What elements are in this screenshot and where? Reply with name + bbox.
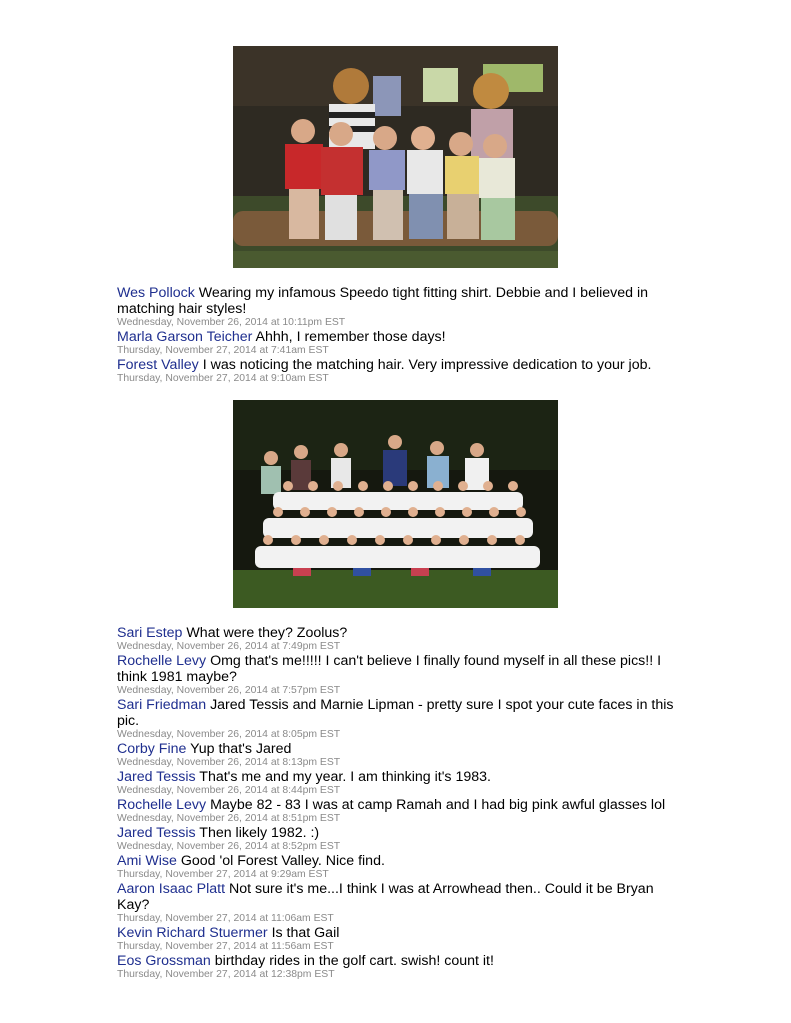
comment-timestamp: Wednesday, November 26, 2014 at 7:57pm EST [117, 685, 341, 696]
comment-timestamp: Wednesday, November 26, 2014 at 8:13pm EST [117, 757, 341, 768]
comment-body [117, 953, 677, 969]
comment-text: I was noticing the matching hair. Very impressive dedication to your job. [202, 357, 652, 373]
comment-text: Omg that's me!!!!! I can't believe I finally found myself in all these pics!! I think 1981 maybe? [117, 653, 662, 685]
group-photo-1 [233, 46, 558, 268]
comment [117, 741, 677, 769]
comment-author-link[interactable]: Eos Grossman [117, 953, 211, 969]
comment-text: Then likely 1982. :) [199, 825, 320, 841]
comment [117, 769, 677, 797]
comment-body [117, 329, 677, 345]
comment [117, 625, 677, 653]
comment-body [117, 741, 677, 757]
comment-body [117, 625, 677, 641]
comment-text: Good 'ol Forest Valley. Nice find. [180, 853, 385, 869]
comment-author-link[interactable]: Rochelle Levy [117, 797, 207, 813]
comment-timestamp: Wednesday, November 26, 2014 at 10:11pm EST [117, 317, 346, 328]
comment-text: That's me and my year. I am thinking it's 1983. [199, 769, 491, 785]
comment [117, 853, 677, 881]
comment-body [117, 285, 677, 317]
group-photo-2 [233, 400, 558, 608]
comment-text: Jared Tessis and Marnie Lipman - pretty sure I spot your cute faces in this pic. [117, 697, 674, 729]
comment-author-link[interactable]: Marla Garson Teicher [117, 329, 253, 345]
comment-body [117, 357, 677, 373]
comment-timestamp: Thursday, November 27, 2014 at 12:38pm EST [117, 969, 335, 980]
comment-timestamp: Thursday, November 27, 2014 at 7:41am EST [117, 345, 329, 356]
comment-text: Yup that's Jared [190, 741, 292, 757]
comment-author-link[interactable]: Ami Wise [117, 853, 177, 869]
group-photo-camp-class-icon [233, 400, 558, 608]
comment-body [117, 825, 677, 841]
comment-author-link[interactable]: Sari Friedman [117, 697, 207, 713]
comment-author-link[interactable]: Forest Valley [117, 357, 199, 373]
comment-timestamp: Thursday, November 27, 2014 at 11:06am EST [117, 913, 334, 924]
comment-author-link[interactable]: Corby Fine [117, 741, 187, 757]
comment [117, 881, 677, 925]
comment-author-link[interactable]: Aaron Isaac Platt [117, 881, 226, 897]
comment [117, 653, 677, 697]
comment-text: Not sure it's me...I think I was at Arrowhead then.. Could it be Bryan Kay? [117, 881, 654, 913]
comment-author-link[interactable]: Kevin Richard Stuermer [117, 925, 268, 941]
comment-text: Wearing my infamous Speedo tight fitting shirt. Debbie and I believed in matching hair styles! [117, 285, 649, 317]
comment-timestamp: Wednesday, November 26, 2014 at 7:49pm EST [117, 641, 341, 652]
comment-timestamp: Thursday, November 27, 2014 at 9:29am EST [117, 869, 329, 880]
comment-text: birthday rides in the golf cart. swish! count it! [214, 953, 494, 969]
comment-timestamp: Wednesday, November 26, 2014 at 8:51pm EST [117, 813, 341, 824]
comment-body [117, 769, 677, 785]
comment-author-link[interactable]: Jared Tessis [117, 769, 196, 785]
comment-timestamp: Thursday, November 27, 2014 at 9:10am EST [117, 373, 329, 384]
comment-body [117, 881, 677, 913]
comment [117, 697, 677, 741]
comment-body [117, 697, 677, 729]
comment-author-link[interactable]: Rochelle Levy [117, 653, 207, 669]
comment-author-link[interactable]: Jared Tessis [117, 825, 196, 841]
comment [117, 285, 677, 329]
comment [117, 357, 677, 385]
comment [117, 797, 677, 825]
comment-text: Ahhh, I remember those days! [255, 329, 446, 345]
comment [117, 825, 677, 853]
comment-body [117, 797, 677, 813]
comment-timestamp: Wednesday, November 26, 2014 at 8:05pm EST [117, 729, 341, 740]
comment-text: What were they? Zoolus? [186, 625, 348, 641]
group-photo-counselors-and-boys-icon [233, 46, 558, 268]
comment-timestamp: Wednesday, November 26, 2014 at 8:52pm EST [117, 841, 341, 852]
comment-body [117, 853, 677, 869]
comment-thread-2 [117, 625, 677, 981]
comment-body [117, 653, 677, 685]
comment-timestamp: Thursday, November 27, 2014 at 11:56am EST [117, 941, 334, 952]
comment-text: Is that Gail [271, 925, 340, 941]
comment-body [117, 925, 677, 941]
comment-author-link[interactable]: Sari Estep [117, 625, 183, 641]
comment [117, 329, 677, 357]
comment [117, 953, 677, 981]
comment-author-link[interactable]: Wes Pollock [117, 285, 195, 301]
comment [117, 925, 677, 953]
comment-timestamp: Wednesday, November 26, 2014 at 8:44pm EST [117, 785, 341, 796]
comment-text: Maybe 82 - 83 I was at camp Ramah and I had big pink awful glasses lol [210, 797, 666, 813]
comment-thread-1 [117, 285, 677, 385]
